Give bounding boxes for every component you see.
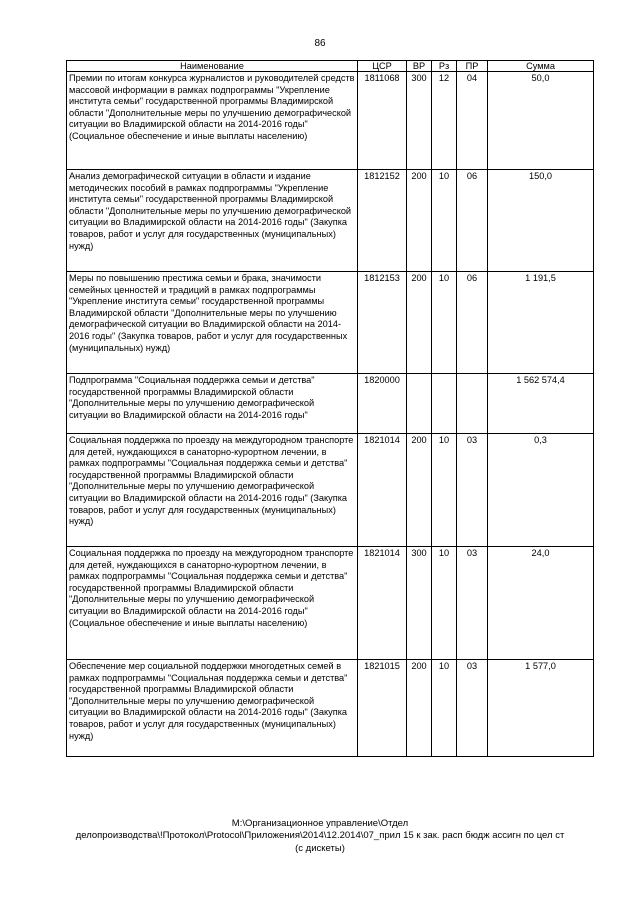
row-vr: [407, 374, 432, 434]
row-sum: 1 577,0: [488, 660, 594, 757]
row-vr: 300: [407, 547, 432, 660]
row-sum: 150,0: [488, 170, 594, 272]
header-sum: Сумма: [488, 61, 594, 72]
table-row: [67, 72, 594, 170]
row-sum: 1 191,5: [488, 272, 594, 374]
row-pr: 06: [457, 170, 488, 272]
footer-line-1: M:\Организационное управление\Отдел: [231, 818, 409, 829]
row-vr: 200: [407, 434, 432, 547]
table-row: [67, 660, 594, 757]
row-vr: 200: [407, 272, 432, 374]
header-pr: ПР: [457, 61, 488, 72]
header-vr: ВР: [407, 61, 432, 72]
row-rz: 10: [432, 272, 457, 374]
row-name: Социальная поддержка по проезду на междугородном транспорте для детей, нуждающихся в санаторно-курортном лечении, в рамках подпрограммы "Социальная поддержка семьи и детства" государственной программы Владимирской области "Дополнительные меры по улучшению демографической ситуации во Владимирской области на 2014-2016 годы" (Социальное обеспечение и иные выплаты населению): [67, 547, 358, 660]
row-name: Премии по итогам конкурса журналистов и руководителей средств массовой информации в рамках подпрограммы "Укрепление института семьи" государственной программы Владимирской области "Дополнительные меры по улучшению демографической ситуации во Владимирской области на 2014-2016 годы" (Социальное обеспечение и иные выплаты населению): [67, 72, 358, 170]
row-pr: 03: [457, 434, 488, 547]
table-row: [67, 170, 594, 272]
row-pr: [457, 374, 488, 434]
table-row: [67, 374, 594, 434]
table-row: [67, 434, 594, 547]
row-csr: 1821014: [358, 434, 407, 547]
row-pr: 03: [457, 547, 488, 660]
row-sum: 0,3: [488, 434, 594, 547]
header-rz: Рз: [432, 61, 457, 72]
header-csr: ЦСР: [358, 61, 407, 72]
row-rz: 12: [432, 72, 457, 170]
row-vr: 200: [407, 170, 432, 272]
row-csr: 1812152: [358, 170, 407, 272]
row-rz: 10: [432, 434, 457, 547]
budget-table: [66, 60, 594, 757]
page-number: 86: [314, 38, 326, 49]
file-path-footer: [0, 818, 640, 855]
row-pr: 03: [457, 660, 488, 757]
row-sum: 1 562 574,4: [488, 374, 594, 434]
row-csr: 1811068: [358, 72, 407, 170]
row-name: Социальная поддержка по проезду на междугородном транспорте для детей, нуждающихся в санаторно-курортном лечении, в рамках подпрограммы "Социальная поддержка семьи и детства" государственной программы Владимирской области "Дополнительные меры по улучшению демографической ситуации во Владимирской области на 2014-2016 годы" (Закупка товаров, работ и услуг для государственных (муниципальных) нужд): [67, 434, 358, 547]
row-pr: 06: [457, 272, 488, 374]
row-rz: 10: [432, 660, 457, 757]
row-sum: 50,0: [488, 72, 594, 170]
row-csr: 1821014: [358, 547, 407, 660]
row-rz: [432, 374, 457, 434]
row-vr: 200: [407, 660, 432, 757]
table-row: [67, 547, 594, 660]
row-pr: 04: [457, 72, 488, 170]
row-name: Анализ демографической ситуации в области и издание методических пособий в рамках подпрограммы "Укрепление института семьи" государственной программы Владимирской области "Дополнительные меры по улучшению демографической ситуации во Владимирской области на 2014-2016 годы" (Закупка товаров, работ и услуг для государственных (муниципальных) нужд): [67, 170, 358, 272]
row-sum: 24,0: [488, 547, 594, 660]
footer-line-3: (с дискеты): [295, 842, 345, 854]
row-csr: 1820000: [358, 374, 407, 434]
table-row: [67, 272, 594, 374]
row-vr: 300: [407, 72, 432, 170]
header-name: Наименование: [67, 61, 358, 72]
table-header-row: [67, 61, 594, 72]
row-name: Обеспечение мер социальной поддержки многодетных семей в рамках подпрограммы "Социальная поддержка семьи и детства" государственной программы Владимирской области "Дополнительные меры по улучшению демографической ситуации во Владимирской области на 2014-2016 годы" (Закупка товаров, работ и услуг для государственных (муниципальных) нужд): [67, 660, 358, 757]
row-name: Подпрограмма "Социальная поддержка семьи и детства" государственной программы Владимирской области "Дополнительные меры по улучшению демографической ситуации во Владимирской области на 2014-2016 годы": [67, 374, 358, 434]
row-rz: 10: [432, 547, 457, 660]
footer-line-2: делопроизводства\!Протокол\Protocol\Приложения\2014\12.2014\07_прил 15 к зак. расп бюдж ассигн по цел ст: [75, 830, 565, 842]
row-csr: 1812153: [358, 272, 407, 374]
row-csr: 1821015: [358, 660, 407, 757]
row-name: Меры по повышению престижа семьи и брака, значимости семейных ценностей и традиций в рамках подпрограммы "Укрепление института семьи" государственной программы Владимирской области "Дополнительные меры по улучшению демографической ситуации во Владимирской области на 2014-2016 годы" (Закупка товаров, работ и услуг для государственных (муниципальных) нужд): [67, 272, 358, 374]
row-rz: 10: [432, 170, 457, 272]
